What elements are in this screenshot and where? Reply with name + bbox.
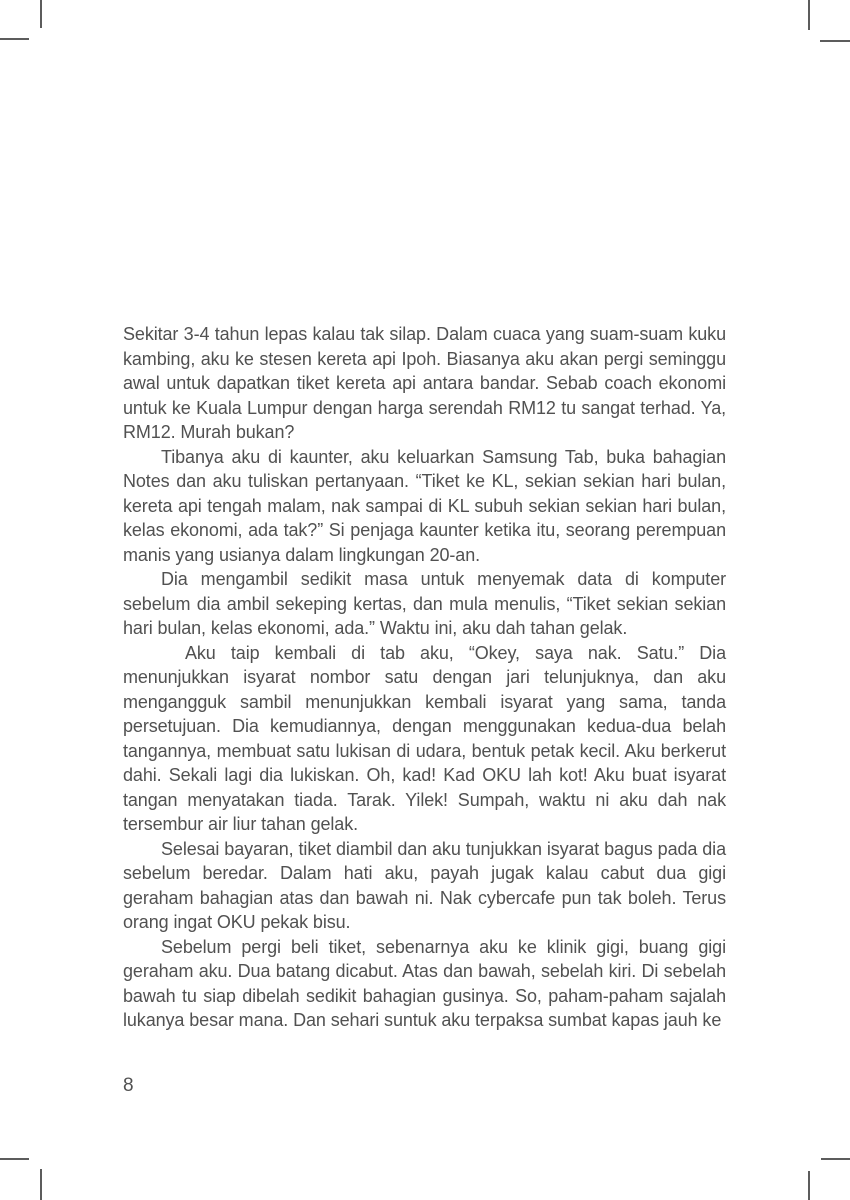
page-number: 8: [123, 1075, 134, 1096]
crop-mark-top-right-vertical: [808, 0, 810, 30]
paragraph: Sebelum pergi beli tiket, sebenarnya aku ke klinik gigi, buang gigi geraham aku. Dua batang dicabut. Atas dan bawah, sebelah kiri. Di sebelah bawah tu siap dibelah sedikit bahagian gusinya. So, paham-paham sajalah lukanya besar mana. Dan sehari suntuk aku terpaksa sumbat kapas jauh ke: [123, 936, 726, 1030]
paragraph: Aku taip kembali di tab aku, “Okey, saya nak. Satu.” Dia menunjukkan isyarat nombor satu dengan jari telunjuknya, dan aku mengangguk sambil menunjukkan kembali isyarat yang sama, tanda persetujuan. Dia kemudiannya, dengan menggunakan kedua-dua belah tangannya, membuat satu lukisan di udara, bentuk petak kecil. Aku berkerut dahi. Sekali lagi dia lukiskan. Oh, kad! Kad OKU lah kot! Aku buat isyarat tangan menyatakan tiada. Tarak. Yilek! Sumpah, waktu ni aku dah nak tersembur air liur tahan gelak.: [123, 642, 726, 834]
paragraph: Dia mengambil sedikit masa untuk menyemak data di komputer sebelum dia ambil sekeping kertas, dan mula menulis, “Tiket sekian sekian hari bulan, kelas ekonomi, ada.” Waktu ini, aku dah tahan gelak.: [123, 569, 726, 638]
crop-mark-top-left-vertical: [40, 0, 42, 28]
crop-mark-bottom-right-horizontal: [821, 1158, 850, 1160]
body-text: [123, 322, 726, 1033]
crop-mark-top-left-horizontal: [0, 38, 29, 40]
crop-mark-bottom-left-horizontal: [0, 1158, 29, 1160]
paragraph: Sekitar 3-4 tahun lepas kalau tak silap. Dalam cuaca yang suam-suam kuku kambing, aku ke stesen kereta api Ipoh. Biasanya aku akan pergi seminggu awal untuk dapatkan tiket kereta api antara bandar. Sebab coach ekonomi untuk ke Kuala Lumpur dengan harga serendah RM12 tu sangat terhad. Ya, RM12. Murah bukan?: [123, 324, 726, 442]
paragraph: Selesai bayaran, tiket diambil dan aku tunjukkan isyarat bagus pada dia sebelum beredar. Dalam hati aku, payah jugak kalau cabut dua gigi geraham bahagian atas dan bawah ni. Nak cybercafe pun tak boleh. Terus orang ingat OKU pekak bisu.: [123, 838, 726, 932]
paragraph: Tibanya aku di kaunter, aku keluarkan Samsung Tab, buka bahagian Notes dan aku tuliskan pertanyaan. “Tiket ke KL, sekian sekian hari bulan, kereta api tengah malam, nak sampai di KL subuh sekian sekian hari bulan, kelas ekonomi, ada tak?” Si penjaga kaunter ketika itu, seorang perempuan manis yang usianya dalam lingkungan 20-an.: [123, 446, 726, 565]
crop-mark-bottom-left-vertical: [40, 1169, 42, 1200]
crop-mark-bottom-right-vertical: [808, 1171, 810, 1200]
crop-mark-top-right-horizontal: [820, 40, 850, 42]
